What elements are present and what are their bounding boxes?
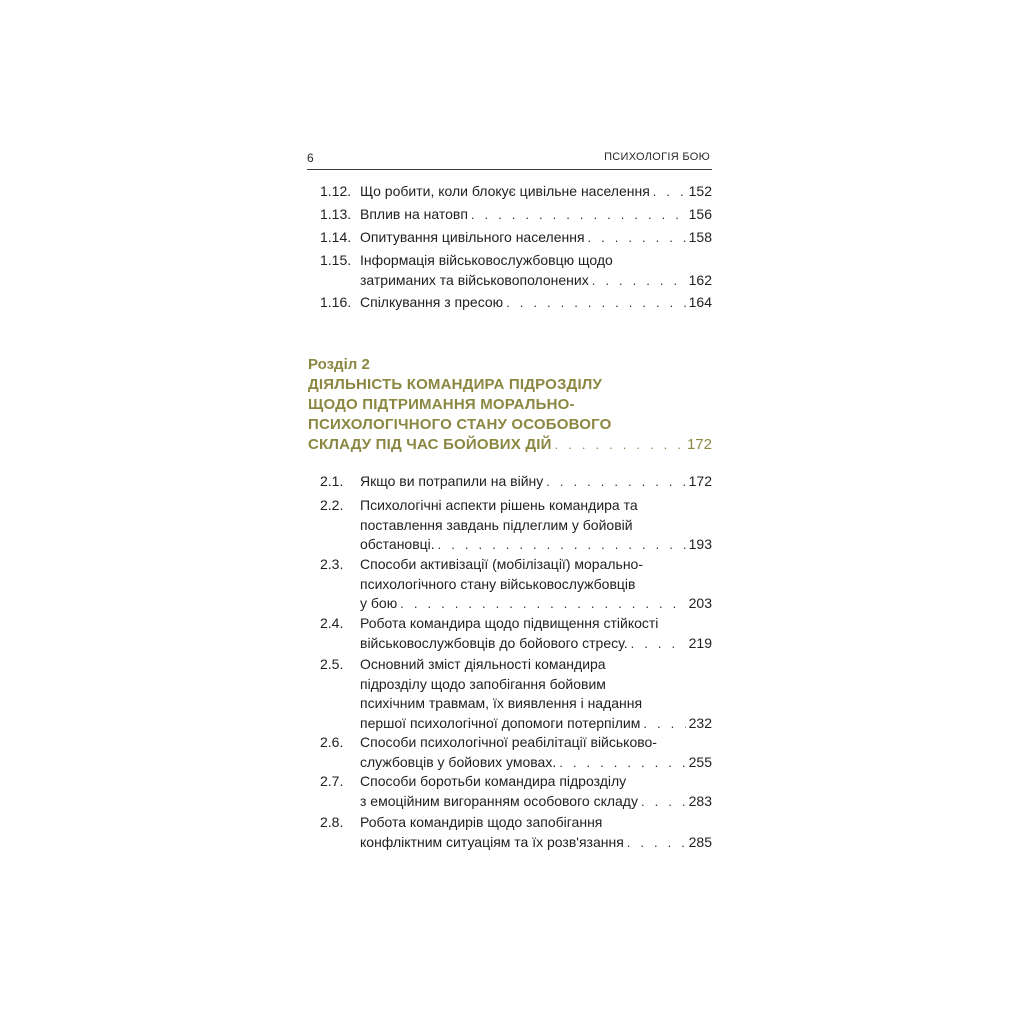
toc-entry-title-line: Спілкування з пресою [360, 294, 504, 310]
toc-entry-last-line [360, 634, 712, 654]
toc-entry-last-line [360, 792, 712, 812]
toc-entry-title-line: Способи психологічної реабілітації військово- [360, 734, 657, 750]
toc-entry-body [360, 655, 712, 733]
section-title-last-line [308, 435, 712, 455]
toc-entry-number: 2.6. [320, 734, 344, 750]
toc-entry-title-line: Що робити, коли блокує цивільне населення [360, 183, 650, 199]
toc-entry-body [360, 293, 712, 313]
toc-entry-title-line: з емоційним вигоранням особового складу [360, 792, 638, 809]
toc-entry-title-line: Основний зміст діяльності командира [360, 656, 606, 672]
toc-entry-page-number: 172 [688, 473, 712, 489]
toc-entry-last-line [360, 293, 712, 313]
toc-entry-number: 1.13. [320, 206, 352, 222]
dot-leader [592, 271, 686, 291]
toc-entry-title-line: Інформація військовослужбовцю щодо [360, 252, 613, 268]
toc-entry-page-number: 203 [688, 595, 712, 611]
toc-entry-page-number: 156 [688, 206, 712, 222]
toc-entry[interactable] [320, 182, 712, 202]
toc-entry-number: 2.3. [320, 556, 344, 572]
toc-entry-number: 1.15. [320, 252, 352, 268]
dot-leader [400, 594, 685, 614]
toc-entry-title-line: психічним травмам, їх виявлення і надання [360, 695, 643, 711]
section-title-line: ДІЯЛЬНІСТЬ КОМАНДИРА ПІДРОЗДІЛУ [308, 376, 603, 393]
toc-entry-title-line: Способи боротьби командира підрозділу [360, 773, 627, 789]
toc-entry-title-line: Способи активізації (мобілізації) морально- [360, 556, 643, 572]
toc-entry-body [360, 472, 712, 492]
toc-entry[interactable] [320, 251, 712, 290]
toc-entry-title-line: у бою [360, 595, 398, 611]
dot-leader [438, 535, 686, 555]
section-heading [308, 355, 712, 455]
toc-entry[interactable] [320, 655, 712, 733]
toc-entry-body [360, 251, 712, 290]
toc-entry-last-line [360, 228, 712, 248]
dot-leader [643, 714, 685, 734]
toc-entry-title-line: Вплив на натовп [360, 206, 468, 222]
section-title-line: ПСИХОЛОГІЧНОГО СТАНУ ОСОБОВОГО [308, 416, 612, 433]
dot-leader [588, 228, 686, 248]
toc-entry-page-number: 158 [688, 229, 712, 245]
toc-entry-title-line: затриманих та військовополонених [360, 271, 589, 288]
toc-entry-last-line [360, 594, 712, 614]
toc-entry-page-number: 152 [688, 183, 712, 199]
toc-entry-last-line [360, 753, 712, 773]
toc-entry-title-line: Опитування цивільного населення [360, 229, 585, 245]
toc-entry-title-line: обстановці. [360, 536, 435, 552]
toc-entry-title-line: Психологічні аспекти рішень командира та [360, 497, 638, 513]
toc-entry-page-number: 285 [688, 833, 712, 850]
toc-entry-body [360, 496, 712, 555]
toc-entry-body [360, 182, 712, 202]
toc-entry-title-line: військовослужбовців до бойового стресу. [360, 634, 628, 651]
dot-leader [506, 293, 685, 313]
toc-entry-page-number: 219 [688, 634, 712, 651]
toc-entry-last-line [360, 535, 712, 555]
toc-entry-title-line: конфліктним ситуаціям та їх розв'язання [360, 833, 624, 850]
toc-entry-page-number: 232 [688, 714, 712, 731]
toc-entry[interactable] [320, 228, 712, 248]
toc-entry-body [360, 555, 712, 614]
toc-entry-number: 1.12. [320, 183, 352, 199]
toc-entry-page-number: 164 [688, 294, 712, 310]
toc-entry-last-line [360, 472, 712, 492]
section-label: Розділ 2 [308, 356, 370, 373]
toc-entry-body [360, 205, 712, 225]
dot-leader [627, 833, 686, 853]
toc-entry-number: 1.16. [320, 294, 352, 310]
toc-entry-number: 2.7. [320, 773, 344, 789]
toc-entry-body [360, 772, 712, 811]
dot-leader [641, 792, 686, 812]
toc-entry-title-line: Робота командира щодо підвищення стійкості [360, 615, 659, 631]
dot-leader [631, 634, 686, 654]
toc-entry-last-line [360, 714, 712, 734]
toc-entry-body [360, 614, 712, 653]
dot-leader [471, 205, 686, 225]
toc-entry[interactable] [320, 772, 712, 811]
toc-entry[interactable] [320, 205, 712, 225]
section-title-line: СКЛАДУ ПІД ЧАС БОЙОВИХ ДІЙ [308, 436, 552, 453]
dot-leader [653, 182, 686, 202]
toc-entry[interactable] [320, 472, 712, 492]
toc-entry-title-line: підрозділу щодо запобігання бойовим [360, 675, 606, 692]
toc-entry-body [360, 733, 712, 772]
toc-entry[interactable] [320, 813, 712, 852]
toc-entry[interactable] [320, 293, 712, 313]
toc-entry-last-line [360, 271, 712, 291]
toc-entry-number: 2.4. [320, 615, 344, 631]
toc-entry-number: 2.2. [320, 497, 344, 513]
dot-leader [559, 753, 685, 773]
toc-entry-last-line [360, 833, 712, 853]
toc-entry[interactable] [320, 733, 712, 772]
toc-entry-page-number: 283 [688, 792, 712, 809]
toc-entry-number: 2.5. [320, 656, 344, 672]
toc-entry-last-line [360, 205, 712, 225]
book-title: ПСИХОЛОГІЯ БОЮ [604, 151, 710, 163]
section-page-number: 172 [686, 436, 712, 453]
toc-entry-page-number: 255 [688, 753, 712, 770]
toc-entry[interactable] [320, 614, 712, 653]
section-title-line: ЩОДО ПІДТРИМАННЯ МОРАЛЬНО- [308, 396, 575, 413]
toc-entry-page-number: 162 [688, 271, 712, 288]
toc-entry-last-line [360, 182, 712, 202]
toc-entry[interactable] [320, 555, 712, 614]
toc-entry-number: 2.1. [320, 473, 344, 489]
page-number: 6 [307, 151, 314, 165]
toc-entry-page-number: 193 [688, 536, 712, 552]
toc-entry[interactable] [320, 496, 712, 555]
toc-entry-title-line: службовців у бойових умовах. [360, 753, 557, 770]
toc-entry-title-line: поставлення завдань підлеглим у бойовій [360, 516, 633, 533]
toc-entry-title-line: Робота командирів щодо запобігання [360, 814, 603, 830]
toc-entry-title-line: психологічного стану військовослужбовців [360, 575, 636, 592]
toc-entry-title-line: Якщо ви потрапили на війну [360, 473, 544, 489]
toc-entry-body [360, 813, 712, 852]
running-header [307, 151, 712, 170]
toc-entry-body [360, 228, 712, 248]
toc-entry-title-line: першої психологічної допомоги потерпілим [360, 714, 641, 731]
dot-leader [546, 472, 685, 492]
dot-leader [555, 435, 684, 455]
toc-entry-number: 2.8. [320, 814, 344, 830]
toc-entry-number: 1.14. [320, 229, 352, 245]
